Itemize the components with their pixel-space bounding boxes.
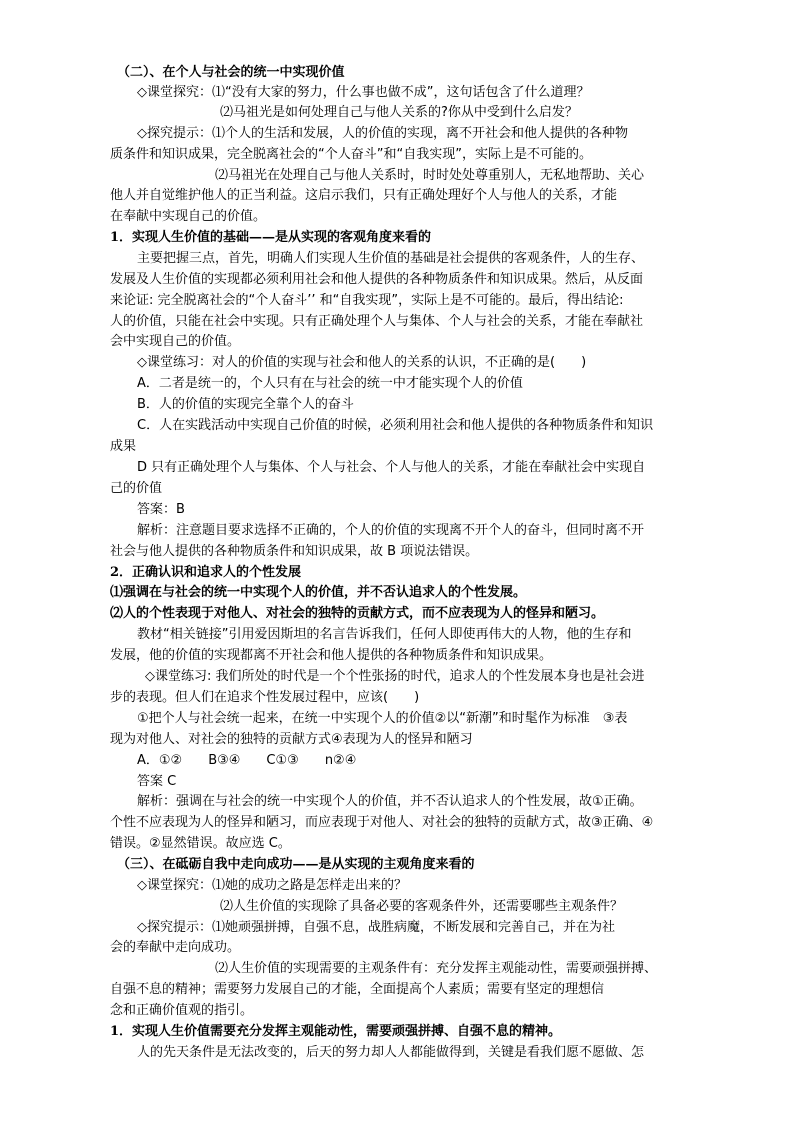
inquiry-hint-1: ◇探究提示：⑴个人的生活和发展，人的价值的实现，离不开社会和他人提供的各种物 bbox=[137, 126, 628, 141]
choice-items-cont: 现为对他人、对社会的独特的贡献方式④表现为人的怪异和陋习 bbox=[110, 732, 473, 747]
inquiry-hint-2: ⑵马祖光在处理自己与他人关系时，时时处处尊重别人，无私地帮助、关心 bbox=[215, 168, 645, 183]
options-row: A．①② B③④ C①③ n②④ bbox=[137, 753, 357, 768]
section-heading-3: （三）、在砥砺自我中走向成功——是从实现的主观角度来看的 bbox=[117, 857, 475, 872]
paragraph-line: 他人并自觉维护他人的正当利益。这启示我们，只有正确处理好个人与他人的关系，才能 bbox=[110, 188, 618, 203]
option-a: A．二者是统一的，个人只有在与社会的统一中才能实现个人的价值 bbox=[137, 376, 523, 391]
analysis-cont: 错误。②显然错误。故应选 C。 bbox=[110, 836, 291, 851]
practice-question: ◇课堂练习: 我们所处的时代是一个个性张扬的时代，追求人的个性发展本身也是社会进 bbox=[145, 669, 645, 684]
class-inquiry-question-1: ◇课堂探究：⑴她的成功之路是怎样走出来的？ bbox=[137, 878, 407, 893]
paragraph-line: 发展及人生价值的实现都必须利用社会和他人提供的各种物质条件和知识成果。然后，从反面 bbox=[110, 272, 644, 287]
paragraph-line: 人的先天条件是无法改变的，后天的努力却人人都能做得到，关键是看我们愿不愿做、怎 bbox=[137, 1045, 645, 1060]
inquiry-hint-2: ⑵人生价值的实现需要的主观条件有：充分发挥主观能动性，需要顽强拼搏、 bbox=[215, 961, 658, 976]
option-c: C．人在实践活动中实现自己价值的时候，必须利用社会和他人提供的各种物质条件和知识 bbox=[137, 418, 654, 433]
answer: 答案：B bbox=[137, 502, 185, 517]
option-d-cont: 己的价值 bbox=[110, 481, 163, 496]
class-inquiry-question-2: ⑵人生价值的实现除了具备必要的客观条件外，还需要哪些主观条件？ bbox=[220, 899, 624, 914]
paragraph-line: 教材“相关链接”引用爱因斯坦的名言告诉我们，任何人即使再伟大的人物，他的生存和 bbox=[137, 627, 632, 642]
choice-items: ①把个人与社会统一起来，在统一中实现个人的价值②以“新潮”和时髦作为标准 ③表 bbox=[137, 711, 628, 726]
point-subheading: ⑴强调在与社会的统一中实现个人的价值，并不否认追求人的个性发展。 bbox=[110, 585, 527, 600]
class-inquiry-question-2: ⑵马祖光是如何处理自己与他人关系的?你从中受到什么启发？ bbox=[220, 105, 578, 120]
paragraph-line: 会的奉献中走向成功。 bbox=[110, 940, 241, 955]
paragraph-line: 自强不息的精神；需要努力发展自己的才能，全面提高个人素质；需要有坚定的理想信 bbox=[110, 982, 605, 997]
analysis: 解析：强调在与社会的统一中实现个人的价值，并不否认追求人的个性发展，故①正确。 bbox=[137, 794, 643, 809]
option-b: B．人的价值的实现完全靠个人的奋斗 bbox=[137, 397, 354, 412]
class-inquiry-question-1: ◇课堂探究：⑴“没有大家的努力，什么事也做不成”，这句话包含了什么道理？ bbox=[137, 85, 590, 100]
paragraph-line: 念和正确价值观的指引。 bbox=[110, 1003, 254, 1018]
point-heading: 1．实现人生价值的基础——是从实现的客观角度来看的 bbox=[110, 230, 432, 245]
option-c-cont: 成果 bbox=[110, 439, 137, 454]
analysis-cont: 个性不应表现为人的怪异和陋习，而应表现于对他人、对社会的独特的贡献方式，故③正确、④ bbox=[110, 815, 654, 830]
inquiry-hint-1: ◇探究提示：⑴她顽强拼搏，自强不息，战胜病魔，不断发展和完善自己，并在为社 bbox=[137, 920, 615, 935]
paragraph-line: 质条件和知识成果，完全脱离社会的“个人奋斗”和“自我实现”，实际上是不可能的。 bbox=[110, 147, 592, 162]
paragraph-line: 人的价值，只能在社会中实现。只有正确处理个人与集体、个人与社会的关系，才能在奉献社 bbox=[110, 314, 644, 329]
option-d: D 只有正确处理个人与集体、个人与社会、个人与他人的关系，才能在奉献社会中实现自 bbox=[137, 460, 646, 475]
answer: 答案 C bbox=[137, 774, 177, 789]
paragraph-line: 步的表现。但人们在追求个性发展过程中，应该( ) bbox=[110, 690, 420, 705]
point-heading: 1．实现人生价值需要充分发挥主观能动性，需要顽强拼搏、自强不息的精神。 bbox=[110, 1024, 562, 1039]
paragraph-line: 会中实现自己的价值。 bbox=[110, 334, 241, 349]
section-heading-2: （二）、在个人与社会的统一中实现价值 bbox=[117, 65, 345, 80]
paragraph-line: 在奉献中实现自己的价值。 bbox=[110, 209, 267, 224]
analysis: 解析：注意题目要求选择不正确的，个人的价值的实现离不开个人的奋斗，但同时离不开 bbox=[137, 523, 645, 538]
point-heading: 2．正确认识和追求人的个性发展 bbox=[110, 565, 302, 580]
paragraph-line: 发展，他的价值的实现都离不开社会和他人提供的各种物质条件和知识成果。 bbox=[110, 648, 553, 663]
paragraph-line: 主要把握三点，首先，明确人们实现人生价值的基础是社会提供的客观条件，人的生存、 bbox=[137, 251, 645, 266]
analysis-cont: 社会与他人提供的各种物质条件和知识成果，故 B 项说法错误。 bbox=[110, 544, 479, 559]
point-subheading: ⑵人的个性表现于对他人、对社会的独特的贡献方式，而不应表现为人的怪异和陋习。 bbox=[110, 606, 605, 621]
paragraph-line: 来论证: 完全脱离社会的“个人奋斗’’ 和“自我实现”，实际上是不可能的。最后，得出结论: bbox=[110, 293, 624, 308]
practice-question: ◇课堂练习：对人的价值的实现与社会和他人的关系的认识，不正确的是( ) bbox=[137, 355, 587, 370]
